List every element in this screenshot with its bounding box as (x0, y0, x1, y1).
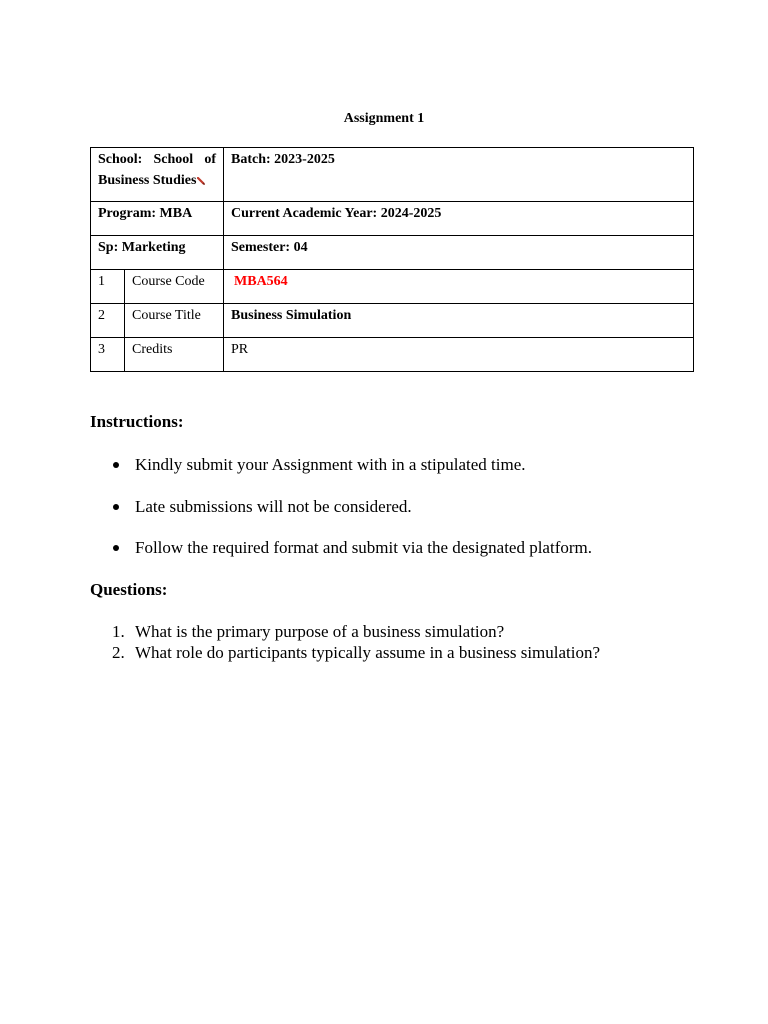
list-item (90, 538, 730, 558)
course-info-table (90, 147, 694, 372)
row-number: 3 (91, 338, 125, 372)
table-row (91, 304, 694, 338)
question-text: What is the primary purpose of a business simulation? (135, 622, 505, 641)
bullet-icon (113, 504, 119, 510)
table-row (91, 338, 694, 372)
batch-cell: Batch: 2023-2025 (224, 148, 694, 202)
instructions-list (90, 455, 730, 580)
page-title: Assignment 1 (343, 111, 425, 126)
school-cell (91, 148, 224, 202)
specialization-cell: Sp: Marketing (91, 236, 224, 270)
row-number: 2 (91, 304, 125, 338)
list-item (90, 643, 730, 664)
list-item (90, 497, 730, 517)
school-text: School: School of Business Studies (98, 152, 217, 188)
row-label: Course Title (125, 304, 224, 338)
questions-heading: Questions: (90, 580, 168, 599)
bullet-icon (113, 545, 119, 551)
question-text: What role do participants typically assume in a business simulation? (135, 642, 601, 662)
instruction-text: Late submissions will not be considered. (135, 496, 412, 516)
row-number: 1 (91, 270, 125, 304)
course-code-value: MBA564 (234, 274, 288, 289)
academic-year-cell: Current Academic Year: 2024-2025 (224, 202, 694, 236)
row-label: Course Code (125, 270, 224, 304)
list-item (90, 622, 730, 643)
questions-list (90, 622, 730, 663)
pencil-icon (197, 171, 205, 179)
bullet-icon (113, 462, 119, 468)
question-number: 1. (112, 622, 125, 641)
program-cell: Program: MBA (91, 202, 224, 236)
course-title-cell: Business Simulation (224, 304, 694, 338)
semester-cell: Semester: 04 (224, 236, 694, 270)
question-number: 2. (112, 642, 125, 662)
course-code-cell (224, 270, 694, 304)
instruction-text: Follow the required format and submit via the designated platform. (135, 538, 592, 557)
instruction-text: Kindly submit your Assignment with in a stipulated time. (135, 455, 526, 474)
list-item (90, 455, 730, 475)
credits-cell: PR (224, 338, 694, 372)
instructions-heading: Instructions: (90, 412, 184, 431)
row-label: Credits (125, 338, 224, 372)
table-row (91, 270, 694, 304)
